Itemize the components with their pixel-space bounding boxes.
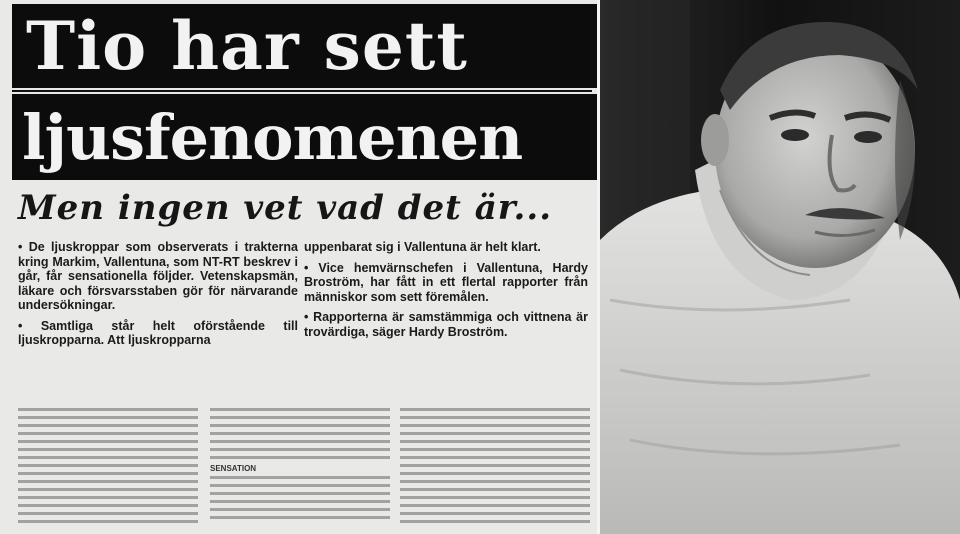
lead-paragraph: • Samtliga står helt oförstående till ljuskropparna. Att ljuskropparna	[18, 318, 298, 347]
body-text-column-3	[400, 408, 590, 534]
headline-divider	[12, 90, 592, 92]
lead-paragraph: • Vice hemvärnschefen i Vallentuna, Hardy Broström, har fått in ett flertal rapporter från människor som sett föremålen.	[304, 260, 588, 304]
portrait-illustration	[600, 0, 960, 534]
headline-line-2	[12, 94, 600, 180]
lead-column-left	[18, 240, 298, 354]
subheadline: Men ingen vet vad det är...	[18, 188, 553, 228]
lead-paragraph: • De ljuskroppar som observerats i trakterna kring Markim, Vallentuna, som NT-RT beskrev i går, får sensationella följder. Vetenskapsmän, läkare och försvarsstaben gör för närvarande undersökningar.	[18, 240, 298, 312]
headline-line-1-text: Tio har sett	[26, 7, 468, 85]
lead-paragraph: • Rapporterna är samstämmiga och vittnena är trovärdiga, säger Hardy Broström.	[304, 310, 588, 339]
body-text-column-1	[18, 408, 198, 534]
headline-line-1	[12, 4, 600, 88]
body-text-column-2	[210, 408, 390, 534]
portrait-photo	[600, 0, 960, 534]
headline-line-2-text: ljusfenomenen	[22, 100, 523, 174]
section-heading: SENSATION	[210, 464, 257, 473]
lead-column-right	[304, 240, 588, 345]
lead-paragraph: uppenbarat sig i Vallentuna är helt klart.	[304, 240, 541, 254]
